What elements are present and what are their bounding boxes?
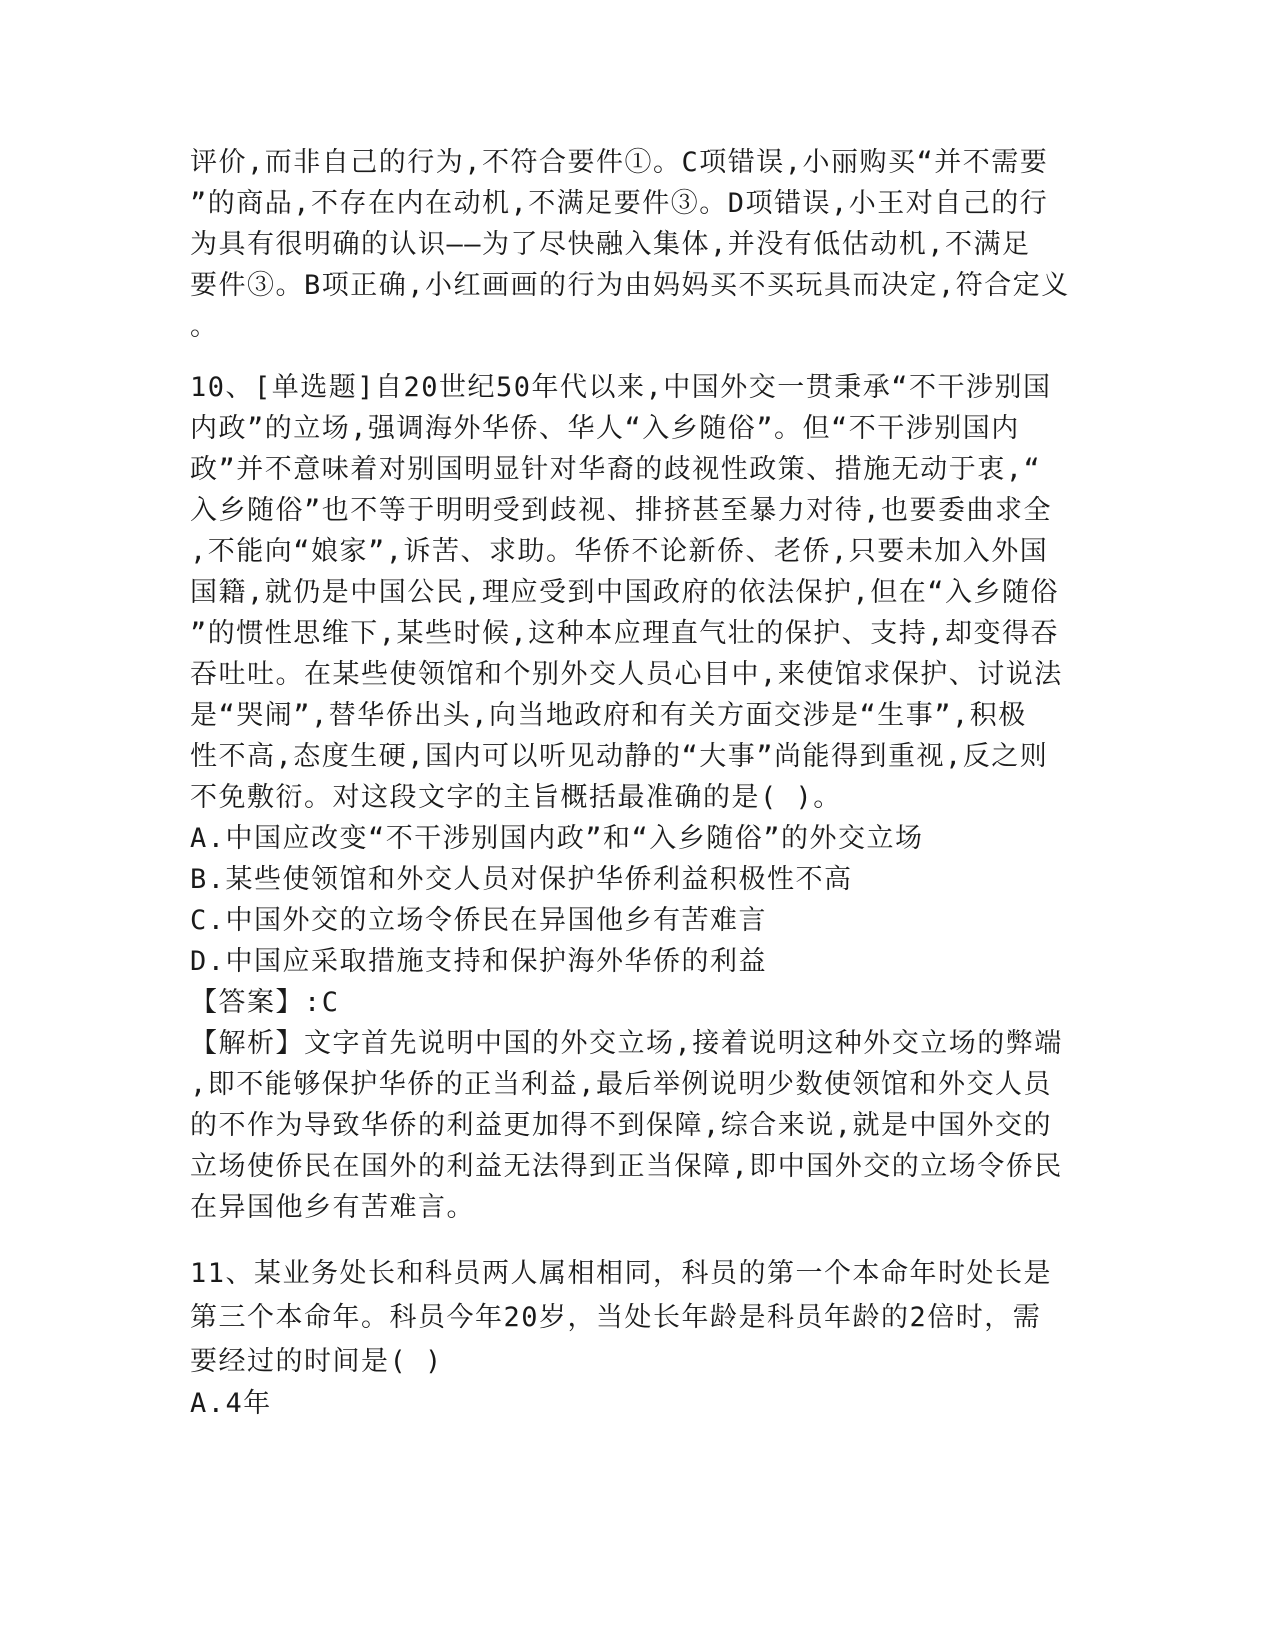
q11-option-a: A.4年 xyxy=(190,1388,272,1419)
q10-stem-line: ,不能向“娘家”,诉苦、求助。华侨不论新侨、老侨,只要未加入外国 xyxy=(190,536,1049,567)
q9-analysis-line: ”的商品,不存在内在动机,不满足要件③。D项错误,小王对自己的行 xyxy=(190,188,1049,219)
q10-analysis-line: 在异国他乡有苦难言。 xyxy=(190,1192,475,1223)
q10-option-d: D.中国应采取措施支持和保护海外华侨的利益 xyxy=(190,946,768,977)
q11-stem-line: 要经过的时间是( ) xyxy=(190,1346,443,1377)
q10-option-a: A.中国应改变“不干涉别国内政”和“入乡随俗”的外交立场 xyxy=(190,823,924,854)
q10-stem-line: 不免敷衍。对这段文字的主旨概括最准确的是( )。 xyxy=(190,782,842,813)
q10-stem-line: 10、[单选题]自20世纪50年代以来,中国外交一贯秉承“不干涉别国 xyxy=(190,372,1052,403)
q10-stem-line: 性不高,态度生硬,国内可以听见动静的“大事”尚能得到重视,反之则 xyxy=(190,741,1049,772)
q10-stem-line: 政”并不意味着对别国明显针对华裔的歧视性政策、措施无动于衷,“ xyxy=(190,454,1042,485)
q9-analysis-line: 。 xyxy=(190,311,219,342)
q10-analysis-line: 【解析】文字首先说明中国的外交立场,接着说明这种外交立场的弊端 xyxy=(190,1028,1063,1059)
q10-stem-line: 内政”的立场,强调海外华侨、华人“入乡随俗”。但“不干涉别国内 xyxy=(190,413,1020,444)
q9-analysis-line: 为具有很明确的认识——为了尽快融入集体,并没有低估动机,不满足 xyxy=(190,229,1031,260)
q10-stem-line: 是“哭闹”,替华侨出头,向当地政府和有关方面交涉是“生事”,积极 xyxy=(190,700,1027,731)
q9-analysis-line: 评价,而非自己的行为,不符合要件①。C项错误,小丽购买“并不需要 xyxy=(190,147,1049,178)
q9-analysis-line: 要件③。B项正确,小红画画的行为由妈妈买不买玩具而决定,符合定义 xyxy=(190,270,1070,301)
q10-stem-line: 吞吐吐。在某些使领馆和个别外交人员心目中,来使馆求保护、讨说法 xyxy=(190,659,1063,690)
q10-answer: 【答案】:C xyxy=(190,987,340,1018)
q11-stem-line: 11、某业务处长和科员两人属相相同，科员的第一个本命年时处长是 xyxy=(190,1258,1053,1289)
q10-analysis-line: 的不作为导致华侨的利益更加得不到保障,综合来说,就是中国外交的 xyxy=(190,1110,1053,1141)
q10-stem-line: 入乡随俗”也不等于明明受到歧视、排挤甚至暴力对待,也要委曲求全 xyxy=(190,495,1053,526)
q10-analysis-line: 立场使侨民在国外的利益无法得到正当保障,即中国外交的立场令侨民 xyxy=(190,1151,1063,1182)
q10-analysis-line: ,即不能够保护华侨的正当利益,最后举例说明少数使领馆和外交人员 xyxy=(190,1069,1053,1100)
q11-stem-line: 第三个本命年。科员今年20岁，当处长年龄是科员年龄的2倍时，需 xyxy=(190,1302,1042,1333)
q10-option-b: B.某些使领馆和外交人员对保护华侨利益积极性不高 xyxy=(190,864,853,895)
q10-stem-line: ”的惯性思维下,某些时候,这种本应理直气壮的保护、支持,却变得吞 xyxy=(190,618,1060,649)
q10-stem-line: 国籍,就仍是中国公民,理应受到中国政府的依法保护,但在“入乡随俗 xyxy=(190,577,1060,608)
q10-option-c: C.中国外交的立场令侨民在异国他乡有苦难言 xyxy=(190,905,768,936)
